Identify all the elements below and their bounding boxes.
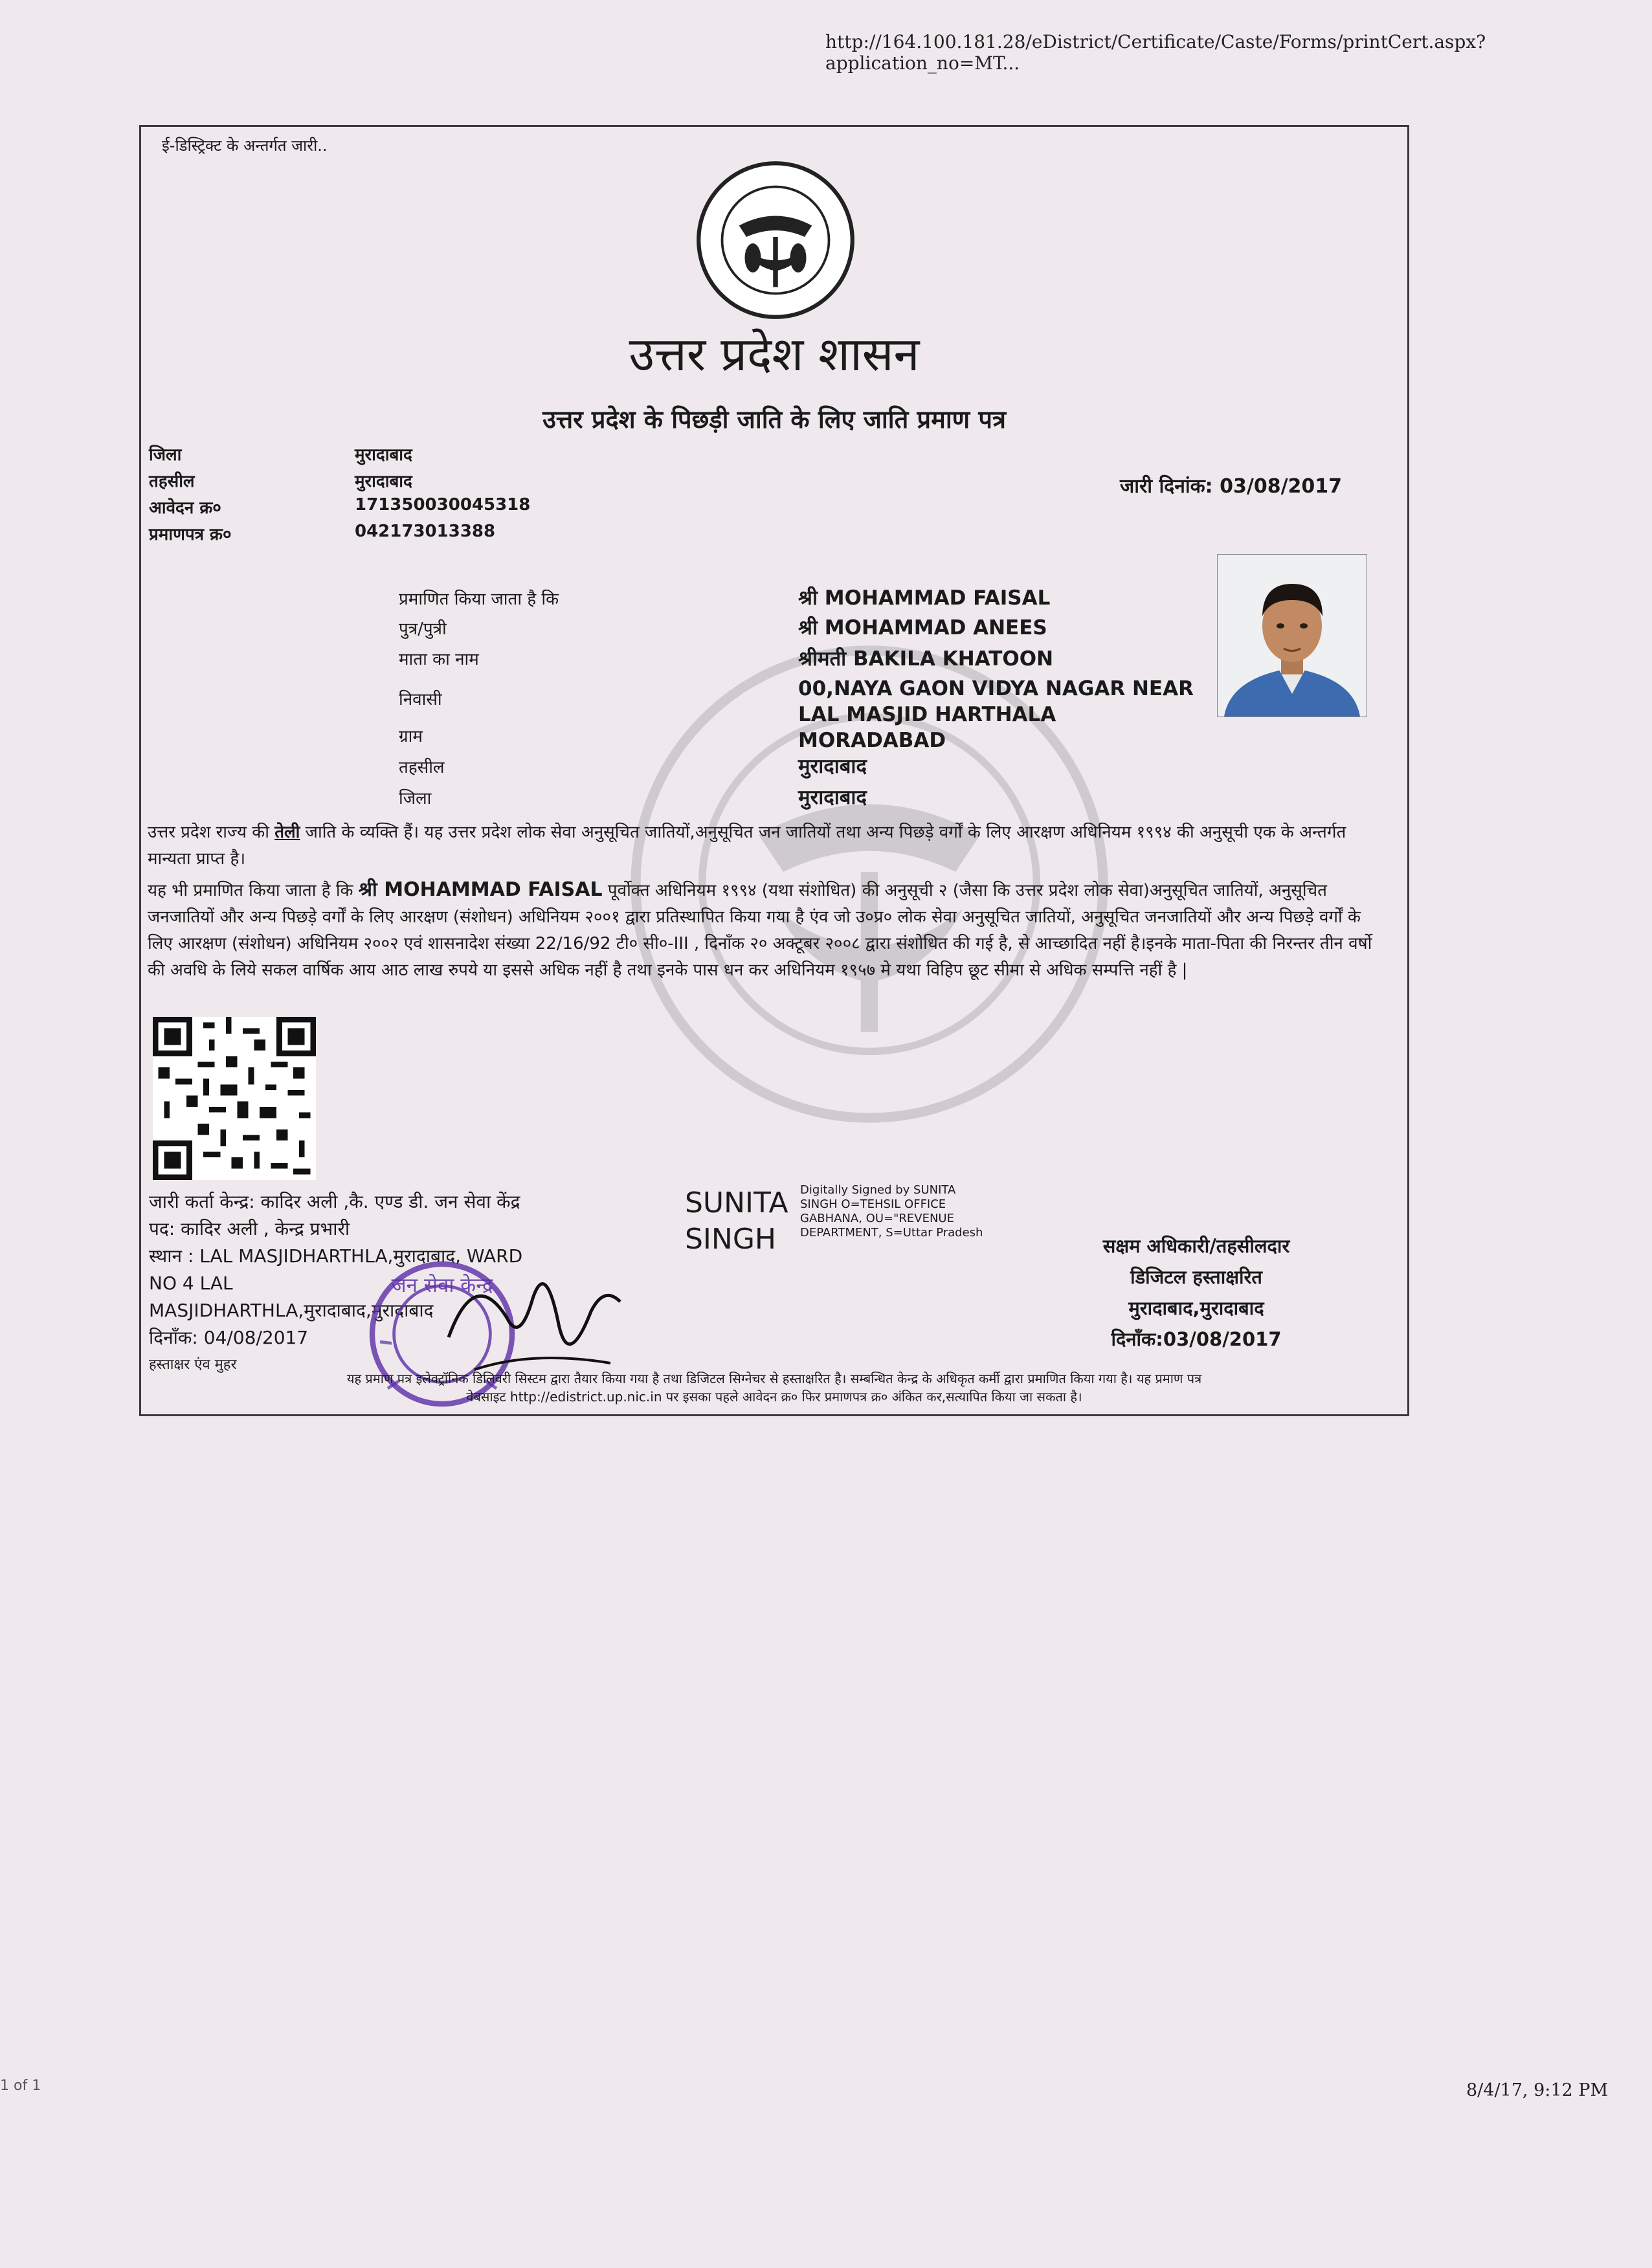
certificate-title: उत्तर प्रदेश के पिछड़ी जाति के लिए जाति प्रमाण पत्र	[542, 405, 1006, 434]
issuing-date: दिनाँक: 04/08/2017	[149, 1327, 309, 1348]
application-no-value: 171350030045318	[355, 495, 531, 515]
certificate-no-label: प्रमाणपत्र क्र०	[149, 525, 232, 544]
district-label: जिला	[149, 445, 182, 465]
tehsil-label: तहसील	[149, 472, 195, 491]
stamp-text: जन सेवा केन्द्र	[391, 1274, 493, 1298]
competent-officer-block	[1054, 1230, 1339, 1355]
mother-label: माता का नाम	[399, 650, 479, 669]
field-tehsil-label: तहसील	[399, 758, 445, 777]
government-title: उत्तर प्रदेश शासन	[629, 327, 920, 381]
browser-url: http://164.100.181.28/eDistrict/Certificate/Caste/Forms/printCert.aspx?application_no=MT...	[825, 31, 1486, 74]
address-value: 00,NAYA GAON VIDYA NAGAR NEAR LAL MASJID HARTHALA MORADABAD	[798, 677, 1194, 752]
resident-label: निवासी	[399, 690, 442, 709]
officer-title: सक्षम अधिकारी/तहसीलदार	[1102, 1235, 1290, 1257]
officer-place: मुरादाबाद,मुरादाबाद	[1128, 1297, 1264, 1319]
print-timestamp: 8/4/17, 9:12 PM	[1466, 2080, 1609, 2100]
son-daughter-label: पुत्र/पुत्री	[399, 619, 447, 639]
field-district-label: जिला	[399, 789, 432, 808]
para2-suffix: पूर्वोक्त अधिनियम १९९४ (यथा संशोधित) की अनुसूची २ (जैसा कि उत्तर प्रदेश लोक सेवा)अनुसूचित जातियों, अनुसूचित जनजातियों और अन्य पिछड़े वर्गों के लिए आरक्षण (संशोधन) अधिनियम २००१ द्वारा प्रतिस्थापित किया गया है एंव जो उ०प्र० लोक सेवा अनुसूचित जातियों, अनुसूचित जनजातियों और अन्य पिछड़े वर्गों के लिए आरक्षण (संशोधन) अधिनियम २००२ एवं शासनादेश संख्या 22/16/92 टी० सी०-III , दिनाँक २० अक्टूबर २००८ द्वारा संशोधित की गई है, से आच्छादित नहीं है।इनके माता-पिता की निरन्तर तीन वर्षो की अवधि के लिये सकल वार्षिक आय आठ लाख रुपये या इससे अधिक नहीं है तथा इनके पास धन कर अधिनियम १९५७ मे यथा विहिप छूट सीमा से अधिक सम्पत्ति नहीं है |	[148, 881, 1372, 980]
issuing-place-1: स्थान : LAL MASJIDHARTHLA,मुरादाबाद, WARD	[149, 1245, 523, 1267]
officer-date: दिनाँक:03/08/2017	[1111, 1328, 1282, 1350]
issue-date: जारी दिनांक: 03/08/2017	[1120, 475, 1343, 498]
officer-signed: डिजिटल हस्ताक्षरित	[1130, 1266, 1262, 1288]
up-government-emblem-icon	[695, 159, 856, 321]
issuing-post: पद: कादिर अली , केन्द्र प्रभारी	[149, 1218, 350, 1240]
signer-last-name: SINGH	[685, 1223, 777, 1256]
para2-holder-name: श्री MOHAMMAD FAISAL	[358, 878, 603, 901]
village-label: ग्राम	[399, 727, 423, 746]
field-district-value: मुरादाबाद	[798, 786, 867, 809]
creamy-layer-paragraph	[148, 876, 1390, 984]
tehsil-value: मुरादाबाद	[355, 472, 412, 491]
application-no-label: आवेदन क्र०	[149, 498, 221, 518]
page-count: 1 of 1	[0, 2078, 41, 2094]
applicant-photo	[1217, 554, 1367, 717]
issuing-place-2: NO 4 LAL	[149, 1273, 233, 1294]
para1-suffix: जाति के व्यक्ति हैं। यह उत्तर प्रदेश लोक सेवा अनुसूचित जातियों,अनुसूचित जन जातियों तथा अन्य पिछड़े वर्गों के लिए आरक्षण अधिनियम १९९४ की अनुसूची एक के अन्तर्गत मान्यता प्राप्त है।	[148, 823, 1346, 869]
mother-name: श्रीमती BAKILA KHATOON	[798, 647, 1054, 671]
signature-seal-label: हस्ताक्षर एंव मुहर	[149, 1357, 237, 1373]
footer-line-2: वेबसाइट http://edistrict.up.nic.in पर इसका पहले आवेदन क्र० फिर प्रमाणपत्र क्र० अंकित कर,सत्यापित किया जा सकता है।	[466, 1389, 1082, 1405]
caste-name: तेली	[274, 823, 300, 842]
issuing-place-3: MASJIDHARTHLA,मुरादाबाद,मुरादाबाद	[149, 1300, 434, 1321]
digital-signer-name	[685, 1185, 788, 1258]
caste-paragraph	[148, 819, 1390, 873]
issuing-centre: जारी कर्ता केन्द्र: कादिर अली ,कै. एण्ड डी. जन सेवा केंद्र	[149, 1191, 520, 1212]
certificate	[139, 125, 1409, 1416]
para1-prefix: उत्तर प्रदेश राज्य की	[148, 823, 275, 842]
verification-footer	[141, 1370, 1407, 1406]
para2-prefix: यह भी प्रमाणित किया जाता है कि	[148, 881, 359, 900]
certified-label: प्रमाणित किया जाता है कि	[399, 590, 559, 609]
field-tehsil-value: मुरादाबाद	[798, 755, 867, 778]
certificate-no-value: 042173013388	[355, 522, 496, 541]
handwritten-signature-icon	[436, 1240, 630, 1389]
verification-qr-code	[153, 1017, 316, 1180]
signer-first-name: SUNITA	[685, 1186, 788, 1219]
digital-signature-note: Digitally Signed by SUNITA SINGH O=TEHSIL OFFICE GABHANA, OU="REVENUE DEPARTMENT, S=Uttar Pradesh	[800, 1183, 983, 1240]
holder-name: श्री MOHAMMAD FAISAL	[798, 586, 1051, 610]
father-name: श्री MOHAMMAD ANEES	[798, 616, 1047, 639]
issued-under-text: ई-डिस्ट्रिक्ट के अन्तर्गत जारी..	[162, 137, 328, 155]
district-value: मुरादाबाद	[355, 445, 412, 465]
footer-line-1: यह प्रमाण पत्र इलेक्ट्रॉनिक डिलिवरी सिस्टम द्वारा तैयार किया गया है तथा डिजिटल सिग्नेचर से हस्ताक्षरित है। सम्बन्धित केन्द्र के अधिकृत कर्मी द्वारा प्रमाणित किया गया है। यह प्रमाण पत्र	[346, 1371, 1202, 1386]
